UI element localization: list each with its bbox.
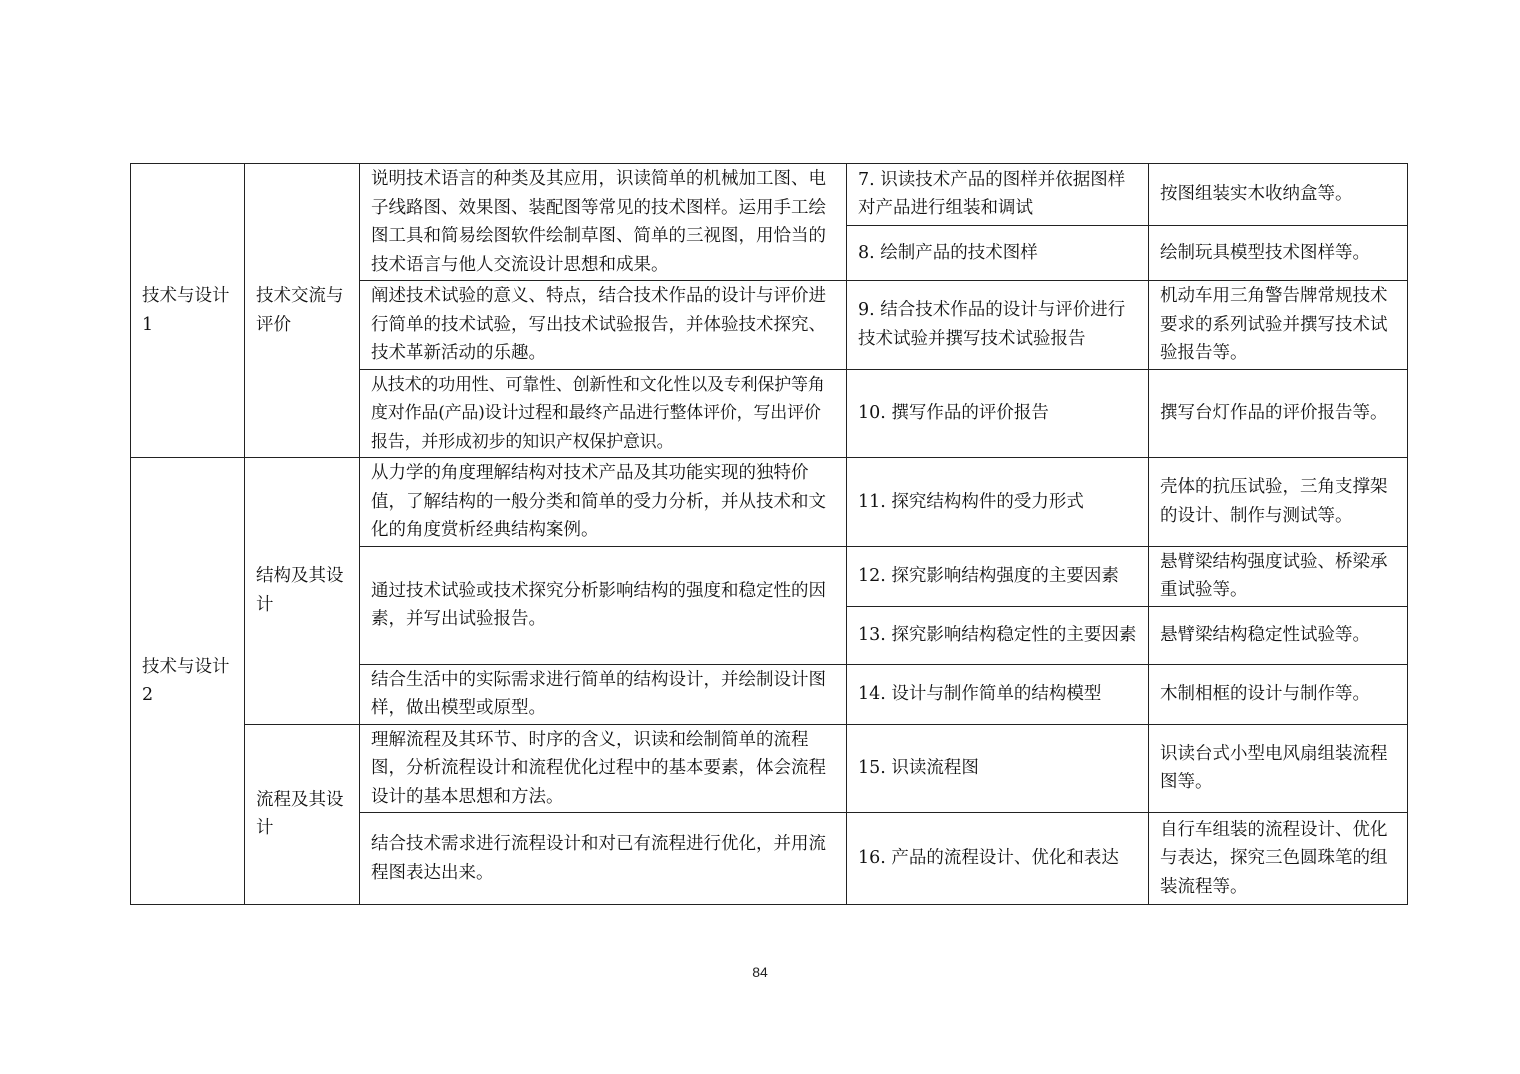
requirement-cell: 从力学的角度理解结构对技术产品及其功能实现的独特价值，了解结构的一般分类和简单的受力分析，并从技术和文化的角度赏析经典结构案例。 — [360, 458, 847, 547]
theme-cell: 技术交流与评价 — [245, 164, 360, 458]
example-cell: 悬臂梁结构强度试验、桥梁承重试验等。 — [1149, 546, 1408, 606]
activity-cell: 16. 产品的流程设计、优化和表达 — [847, 813, 1149, 905]
activity-cell: 7. 识读技术产品的图样并依据图样对产品进行组装和调试 — [847, 164, 1149, 226]
example-cell: 识读台式小型电风扇组装流程图等。 — [1149, 724, 1408, 813]
module-cell: 技术与设计 2 — [131, 458, 245, 905]
module-cell: 技术与设计 1 — [131, 164, 245, 458]
theme-cell: 结构及其设计 — [245, 458, 360, 725]
requirement-cell: 通过技术试验或技术探究分析影响结构的强度和稳定性的因素，并写出试验报告。 — [360, 546, 847, 664]
activity-cell: 12. 探究影响结构强度的主要因素 — [847, 546, 1149, 606]
requirement-cell: 从技术的功用性、可靠性、创新性和文化性以及专利保护等角度对作品(产品)设计过程和最终产品进行整体评价，写出评价报告，并形成初步的知识产权保护意识。 — [360, 369, 847, 458]
activity-cell: 11. 探究结构构件的受力形式 — [847, 458, 1149, 547]
requirement-cell: 理解流程及其环节、时序的含义，识读和绘制简单的流程图，分析流程设计和流程优化过程中的基本要素，体会流程设计的基本思想和方法。 — [360, 724, 847, 813]
requirement-cell: 结合技术需求进行流程设计和对已有流程进行优化，并用流程图表达出来。 — [360, 813, 847, 905]
table-row — [131, 724, 1408, 813]
requirement-cell: 结合生活中的实际需求进行简单的结构设计，并绘制设计图样，做出模型或原型。 — [360, 664, 847, 724]
requirement-cell: 阐述技术试验的意义、特点，结合技术作品的设计与评价进行简单的技术试验，写出技术试验报告，并体验技术探究、技术革新活动的乐趣。 — [360, 281, 847, 370]
example-cell: 按图组装实木收纳盒等。 — [1149, 164, 1408, 226]
example-cell: 悬臂梁结构稳定性试验等。 — [1149, 606, 1408, 664]
example-cell: 机动车用三角警告牌常规技术要求的系列试验并撰写技术试验报告等。 — [1149, 281, 1408, 370]
page-number: 84 — [752, 964, 768, 980]
activity-cell: 10. 撰写作品的评价报告 — [847, 369, 1149, 458]
activity-cell: 13. 探究影响结构稳定性的主要因素 — [847, 606, 1149, 664]
table-row — [131, 458, 1408, 547]
example-cell: 壳体的抗压试验，三角支撑架的设计、制作与测试等。 — [1149, 458, 1408, 547]
example-cell: 绘制玩具模型技术图样等。 — [1149, 225, 1408, 280]
example-cell: 自行车组装的流程设计、优化与表达，探究三色圆珠笔的组装流程等。 — [1149, 813, 1408, 905]
activity-cell: 14. 设计与制作简单的结构模型 — [847, 664, 1149, 724]
requirement-cell: 说明技术语言的种类及其应用，识读简单的机械加工图、电子线路图、效果图、装配图等常见的技术图样。运用手工绘图工具和简易绘图软件绘制草图、简单的三视图，用恰当的技术语言与他人交流设计思想和成果。 — [360, 164, 847, 281]
activity-cell: 9. 结合技术作品的设计与评价进行技术试验并撰写技术试验报告 — [847, 281, 1149, 370]
activity-cell: 8. 绘制产品的技术图样 — [847, 225, 1149, 280]
activity-cell: 15. 识读流程图 — [847, 724, 1149, 813]
curriculum-table — [130, 163, 1408, 905]
table-row — [131, 164, 1408, 226]
theme-cell: 流程及其设计 — [245, 724, 360, 905]
example-cell: 撰写台灯作品的评价报告等。 — [1149, 369, 1408, 458]
example-cell: 木制相框的设计与制作等。 — [1149, 664, 1408, 724]
